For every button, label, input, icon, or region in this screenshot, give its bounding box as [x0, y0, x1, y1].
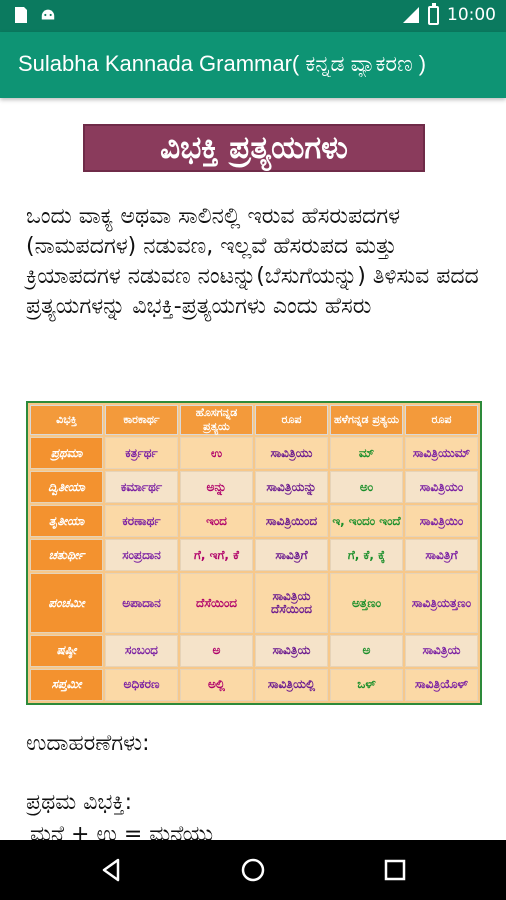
table-cell: ಕರ್ತ್ರರ್ಥ [105, 437, 178, 469]
table-row [30, 505, 478, 537]
table-cell: ಕರಣಾರ್ಥ [105, 505, 178, 537]
home-icon[interactable] [238, 855, 268, 885]
table-cell: ಸಾವಿತ್ರಿಯೊಳ್ [405, 669, 478, 701]
table-cell: ಸಾವಿತ್ರಿಗೆ [405, 539, 478, 571]
vibhakti-table-grid [28, 403, 480, 703]
table-cell: ಗೆ, ಕೆ, ಕ್ಕೆ [330, 539, 403, 571]
app-bar [0, 32, 506, 98]
table-cell: ಸಾವಿತ್ರಿಯು [255, 437, 328, 469]
table-cell: ಸಾವಿತ್ರಿಯುಮ್ [405, 437, 478, 469]
back-icon[interactable] [96, 855, 126, 885]
table-header: ವಿಭಕ್ತಿ [30, 405, 103, 435]
table-cell: ಸಾವಿತ್ರಿಯತ್ತಣಂ [405, 573, 478, 633]
table-cell: ಸಾವಿತ್ರಿಯಲ್ಲಿ [255, 669, 328, 701]
table-row [30, 635, 478, 667]
table-cell: ಪ್ರಥಮಾ [30, 437, 103, 469]
table-cell: ಸಂಪ್ರದಾನ [105, 539, 178, 571]
table-cell: ಸಾವಿತ್ರಿಯಂ [405, 471, 478, 503]
table-cell: ಅಪಾದಾನ [105, 573, 178, 633]
examples-heading: ಉದಾಹರಣೆಗಳು: [26, 731, 150, 756]
table-cell: ಅನ್ನು [180, 471, 253, 503]
table-header: ರೂಪ [255, 405, 328, 435]
table-row [30, 669, 478, 701]
table-header: ಕಾರಕಾರ್ಥ [105, 405, 178, 435]
table-header-row [30, 405, 478, 435]
table-cell: ಕರ್ಮಾರ್ಥ [105, 471, 178, 503]
table-cell: ಚತುರ್ಥೀ [30, 539, 103, 571]
table-cell: ಒಳ್ [330, 669, 403, 701]
status-bar [0, 0, 506, 32]
table-cell: ಅ [330, 635, 403, 667]
definition-paragraph: ಒಂದು ವಾಕ್ಯ ಅಥವಾ ಸಾಲಿನಲ್ಲಿ ಇರುವ ಹೆಸರುಪದಗಳ (ನಾಮಪದಗಳ) ನಡುವಣ, ಇಲ್ಲವೆ ಹೆಸರುಪದ ಮತ್ತು ಕ್ರಿಯಾಪದಗಳ ನಡುವಣ ನಂಟನ್ನು(ಬೆಸುಗೆಯನ್ನು) ತಿಳಿಸುವ ಪದದ ಪ್ರತ್ಯಯಗಳನ್ನು ವಿಭಕ್ತಿ-ಪ್ರತ್ಯಯಗಳು ಎಂದು ಹೆಸರು [26, 204, 479, 319]
table-cell: ಸಾವಿತ್ರಿಯ [405, 635, 478, 667]
table-cell: ಅಧಿಕರಣ [105, 669, 178, 701]
table-cell: ದೆಸೆಯಿಂದ [180, 573, 253, 633]
table-cell: ಸಪ್ತಮೀ [30, 669, 103, 701]
table-cell: ಗೆ, ಇಗೆ, ಕೆ [180, 539, 253, 571]
example-line: ಮನೆ + ಉ = ಮನೆಯು [30, 822, 214, 840]
table-cell: ಸಾವಿತ್ರಿಯ ದೆಸೆಯಿಂದ [255, 573, 328, 633]
table-header: ಹಳೆಗನ್ನಡ ಪ್ರತ್ಯಯ [330, 405, 403, 435]
status-time: 10:00 [447, 5, 496, 25]
table-cell: ಸಾವಿತ್ರಿಯಿಂ [405, 505, 478, 537]
status-right [402, 5, 496, 25]
table-cell: ಅಂ [330, 471, 403, 503]
table-header: ರೂಪ [405, 405, 478, 435]
table-cell: ದ್ವಿತೀಯಾ [30, 471, 103, 503]
table-cell: ತೃತೀಯಾ [30, 505, 103, 537]
battery-icon [428, 6, 439, 25]
vibhakti-table [26, 401, 482, 705]
table-cell: ಸಾವಿತ್ರಿಯಿಂದ [255, 505, 328, 537]
android-icon [40, 6, 56, 24]
table-row [30, 437, 478, 469]
table-cell: ಇ, ಇಂದಂ ಇಂದೆ [330, 505, 403, 537]
section-heading-text: ವಿಭಕ್ತಿ ಪ್ರತ್ಯಯಗಳು [160, 129, 348, 166]
table-header: ಹೊಸಗನ್ನಡ ಪ್ರತ್ಯಯ [180, 405, 253, 435]
section-heading [83, 124, 425, 172]
table-cell: ಷಷ್ಠೀ [30, 635, 103, 667]
table-row [30, 573, 478, 633]
table-row [30, 539, 478, 571]
recents-icon[interactable] [380, 855, 410, 885]
table-cell: ಉ [180, 437, 253, 469]
table-cell: ಸಾವಿತ್ರಿಗೆ [255, 539, 328, 571]
table-cell: ಪಂಚಮೀ [30, 573, 103, 633]
table-cell: ಅಲ್ಲಿ [180, 669, 253, 701]
table-cell: ಇಂದ [180, 505, 253, 537]
content-area[interactable] [0, 98, 506, 840]
sd-card-icon [12, 6, 28, 24]
table-cell: ಅ [180, 635, 253, 667]
table-cell: ಸಾವಿತ್ರಿಯನ್ನು [255, 471, 328, 503]
table-cell: ಅತ್ತಣಂ [330, 573, 403, 633]
signal-icon [402, 6, 420, 24]
app-title: Sulabha Kannada Grammar( ಕನ್ನಡ ವ್ಯಾಕರಣ ) [18, 51, 427, 76]
table-row [30, 471, 478, 503]
status-left-icons [12, 6, 56, 24]
table-cell: ಸಂಬಂಧ [105, 635, 178, 667]
table-cell: ಮ್ [330, 437, 403, 469]
navigation-bar [0, 840, 506, 900]
table-cell: ಸಾವಿತ್ರಿಯ [255, 635, 328, 667]
examples-subtitle: ಪ್ರಥಮ ವಿಭಕ್ತಿ: [26, 790, 132, 815]
